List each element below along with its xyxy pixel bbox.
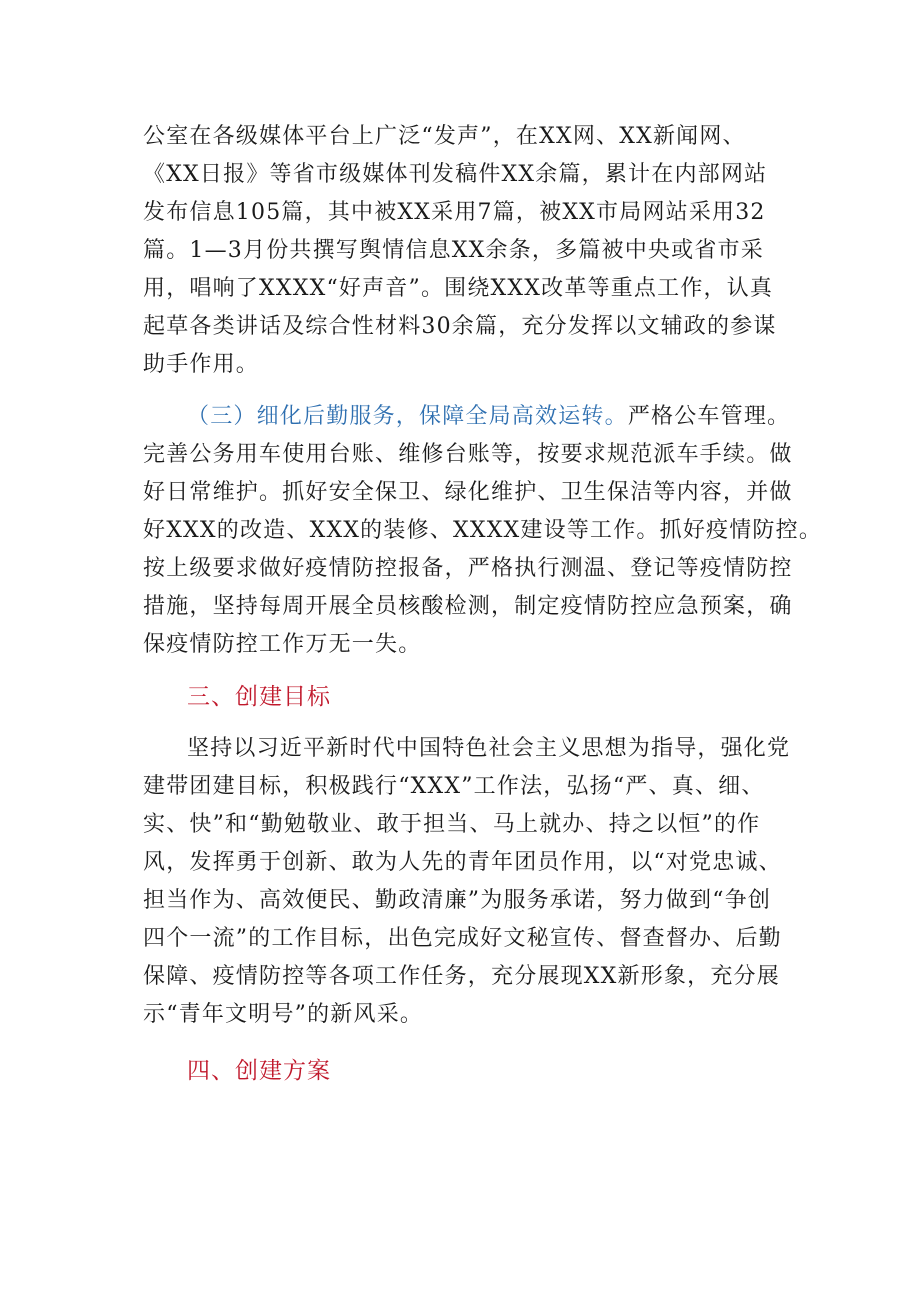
document-body: [143, 118, 823, 1090]
section-heading-goals: 三、创建目标: [187, 684, 331, 710]
text-line-first: [143, 398, 793, 436]
text-line: 起草各类讲话及综合性材料30余篇，充分发挥以文辅政的参谋: [143, 314, 777, 339]
text-line: 措施，坚持每周开展全员核酸检测，制定疫情防控应急预案，确: [143, 594, 793, 619]
text-line: 发布信息105篇，其中被XX采用7篇，被XX市局网站采用32: [143, 200, 766, 225]
text-line: 好XXX的改造、XXX的装修、XXXX建设等工作。抓好疫情防控。: [143, 518, 823, 543]
text-line: 保障、疫情防控等各项工作任务，充分展现XX新形象，充分展: [143, 964, 780, 989]
section-heading-plan: 四、创建方案: [187, 1058, 331, 1084]
text-line: 示“青年文明号”的新风采。: [143, 1002, 424, 1027]
subheading-logistics: （三）细化后勤服务，保障全局高效运转。: [187, 404, 628, 429]
text-line: 建带团建目标，积极践行“XXX”工作法，弘扬“严、真、细、: [143, 774, 765, 799]
text-line: 风，发挥勇于创新、敢为人先的青年团员作用，以“对党忠诚、: [143, 850, 782, 875]
text-line: 好日常维护。抓好安全保卫、绿化维护、卫生保洁等内容，并做: [143, 480, 793, 505]
text-line: 公室在各级媒体平台上广泛“发声”，在XX网、XX新闻网、: [143, 124, 746, 149]
text-line: 篇。1—3月份共撰写舆情信息XX余条，多篇被中央或省市采: [143, 238, 764, 263]
text-line: 《XX日报》等省市级媒体刊发稿件XX余篇，累计在内部网站: [143, 162, 768, 187]
text-line: 保疫情防控工作万无一失。: [143, 632, 422, 657]
text-line: 四个一流”的工作目标，出色完成好文秘宣传、督查督办、后勤: [143, 926, 782, 951]
text-line: 助手作用。: [143, 352, 260, 377]
text-line: 担当作为、高效便民、勤政清廉”为服务承诺，努力做到“争创: [143, 888, 772, 913]
text-line: 用，唱响了XXXX“好声音”。围绕XXX改革等重点工作，认真: [143, 276, 774, 301]
text-line: 按上级要求做好疫情防控报备，严格执行测温、登记等疫情防控: [143, 556, 793, 581]
paragraph-goals: [143, 730, 793, 1034]
paragraph-logistics: [143, 398, 823, 664]
text-line: 完善公务用车使用台账、维修台账等，按要求规范派车手续。做: [143, 442, 793, 467]
text-line: 实、快”和“勤勉敬业、敢于担当、马上就办、持之以恒”的作: [143, 812, 761, 837]
paragraph-media-publicity: [143, 118, 793, 384]
text-line-first: 坚持以习近平新时代中国特色社会主义思想为指导，强化党: [187, 736, 791, 761]
text-run: 严格公车管理。: [627, 404, 791, 429]
